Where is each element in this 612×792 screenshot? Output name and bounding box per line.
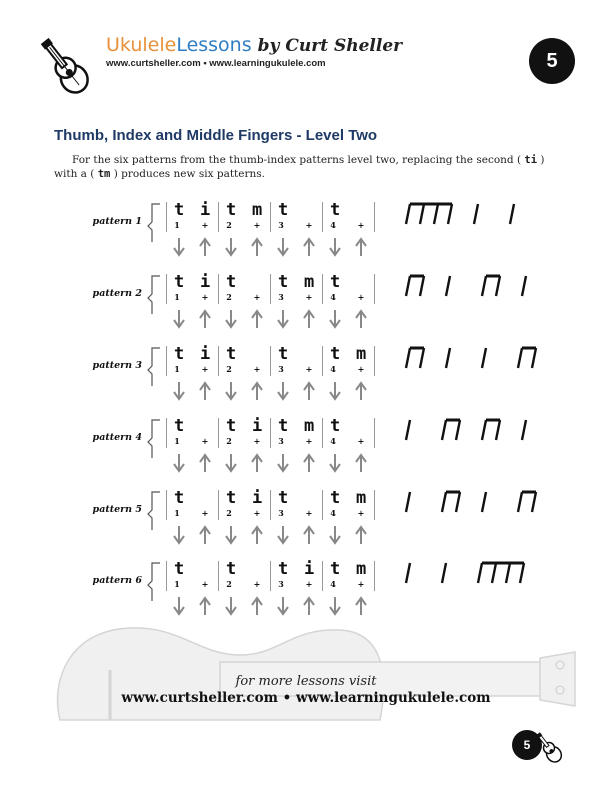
up-arrow-icon	[200, 311, 210, 328]
finger-letter: t	[226, 272, 237, 292]
rhythm-stem	[446, 276, 450, 296]
down-arrow-icon	[174, 382, 184, 399]
beat-divider	[270, 346, 271, 376]
beat-divider	[270, 274, 271, 304]
rhythm-stem	[478, 563, 482, 583]
up-arrow-icon	[356, 383, 366, 400]
beat-count: +	[201, 364, 209, 374]
beat-count: +	[357, 292, 365, 302]
down-arrow-icon	[226, 238, 236, 255]
finger-letter: i	[304, 559, 315, 579]
finger-letter: t	[226, 344, 237, 364]
rhythm-stem	[406, 276, 410, 296]
beat-divider	[322, 346, 323, 376]
beat-count: +	[253, 292, 261, 302]
down-arrow-icon	[174, 597, 184, 614]
rhythm-stem	[520, 563, 524, 583]
rhythm-notation	[400, 557, 560, 587]
beat-count: +	[357, 436, 365, 446]
beat-count: 1	[174, 436, 180, 446]
pattern-row	[0, 557, 612, 629]
pattern-brace	[146, 274, 164, 314]
down-arrow-icon	[278, 382, 288, 399]
beat-count: 3	[278, 579, 284, 589]
finger-letter: i	[252, 488, 263, 508]
beat-count: 1	[174, 364, 180, 374]
rhythm-stem	[482, 420, 486, 440]
rhythm-stem	[532, 492, 536, 512]
down-arrow-icon	[278, 454, 288, 471]
finger-letter: t	[226, 559, 237, 579]
pattern-brace	[146, 202, 164, 242]
beat-count: 4	[330, 508, 336, 518]
beat-count: +	[253, 364, 261, 374]
beat-count: 3	[278, 436, 284, 446]
rhythm-stem	[456, 420, 460, 440]
down-arrow-icon	[278, 310, 288, 327]
beat-count: +	[201, 436, 209, 446]
page-number-badge: 5	[529, 38, 575, 84]
pattern-label: pattern 1	[92, 216, 142, 227]
rhythm-stem	[456, 492, 460, 512]
up-arrow-icon	[356, 239, 366, 256]
beat-divider	[166, 202, 167, 232]
strum-arrows	[166, 522, 376, 548]
beat-divider	[322, 490, 323, 520]
strum-arrows	[166, 593, 376, 619]
rhythm-stem	[434, 204, 438, 224]
rhythm-stem	[518, 492, 522, 512]
finger-letter: t	[174, 416, 185, 436]
rhythm-stem	[510, 204, 514, 224]
beat-count: +	[201, 508, 209, 518]
rhythm-stem	[522, 420, 526, 440]
beat-count: +	[357, 364, 365, 374]
finger-letter: t	[174, 488, 185, 508]
pattern-label: pattern 6	[92, 575, 142, 586]
beat-count: 2	[226, 292, 232, 302]
up-arrow-icon	[304, 311, 314, 328]
strum-arrows	[166, 306, 376, 332]
finger-letter: t	[278, 200, 289, 220]
finger-letter: t	[174, 344, 185, 364]
finger-letter: m	[356, 488, 367, 508]
down-arrow-icon	[174, 238, 184, 255]
beat-count: 4	[330, 220, 336, 230]
rhythm-stem	[474, 204, 478, 224]
up-arrow-icon	[356, 455, 366, 472]
pattern-label: pattern 5	[92, 504, 142, 515]
rhythm-notation	[400, 414, 560, 444]
finger-letter: t	[174, 559, 185, 579]
rhythm-stem	[406, 492, 410, 512]
strum-arrows	[166, 234, 376, 260]
footer-page-number: 5	[512, 730, 542, 760]
rhythm-stem	[420, 204, 424, 224]
beat-count: +	[253, 579, 261, 589]
pattern-brace	[146, 490, 164, 530]
beat-count: 1	[174, 508, 180, 518]
up-arrow-icon	[252, 455, 262, 472]
beat-count: +	[357, 579, 365, 589]
beat-divider	[166, 561, 167, 591]
pattern-brace	[146, 346, 164, 386]
finger-letter: t	[330, 200, 341, 220]
finger-letter: t	[226, 200, 237, 220]
beat-count: 1	[174, 579, 180, 589]
ukulele-small-icon	[534, 730, 564, 766]
strum-arrows	[166, 450, 376, 476]
beat-count: +	[305, 220, 313, 230]
rhythm-stem	[482, 348, 486, 368]
beat-count: 4	[330, 364, 336, 374]
rhythm-notation	[400, 486, 560, 516]
finger-letter: t	[330, 488, 341, 508]
rhythm-notation	[400, 198, 560, 228]
down-arrow-icon	[278, 526, 288, 543]
pattern-row	[0, 486, 612, 558]
up-arrow-icon	[252, 527, 262, 544]
pattern-row	[0, 342, 612, 414]
beat-count: 3	[278, 220, 284, 230]
finger-letter: t	[278, 416, 289, 436]
down-arrow-icon	[226, 382, 236, 399]
beat-count: +	[253, 220, 261, 230]
down-arrow-icon	[226, 454, 236, 471]
down-arrow-icon	[278, 238, 288, 255]
rhythm-stem	[406, 348, 410, 368]
beat-count: 2	[226, 364, 232, 374]
finger-letter: t	[330, 416, 341, 436]
intro-code-tm: tm	[97, 168, 111, 180]
finger-letter: m	[304, 416, 315, 436]
rhythm-stem	[492, 563, 496, 583]
beat-count: +	[305, 292, 313, 302]
finger-letter: i	[252, 416, 263, 436]
rhythm-notation	[400, 270, 560, 300]
beat-divider	[166, 274, 167, 304]
beat-count: +	[305, 436, 313, 446]
up-arrow-icon	[200, 527, 210, 544]
down-arrow-icon	[174, 454, 184, 471]
pattern-row	[0, 270, 612, 342]
beat-divider	[270, 561, 271, 591]
up-arrow-icon	[252, 311, 262, 328]
intro-code-ti: ti	[524, 154, 538, 166]
strum-arrows	[166, 378, 376, 404]
beat-count: +	[305, 508, 313, 518]
beat-count: 3	[278, 508, 284, 518]
beat-count: +	[201, 220, 209, 230]
beat-count: +	[357, 220, 365, 230]
brand-lessons: Lessons	[176, 34, 252, 56]
pattern-row	[0, 414, 612, 486]
rhythm-stem	[506, 563, 510, 583]
down-arrow-icon	[278, 597, 288, 614]
beat-count: 1	[174, 292, 180, 302]
rhythm-stem	[496, 420, 500, 440]
up-arrow-icon	[200, 239, 210, 256]
down-arrow-icon	[174, 526, 184, 543]
beat-count: 2	[226, 579, 232, 589]
beat-count: +	[201, 292, 209, 302]
rhythm-stem	[442, 563, 446, 583]
rhythm-stem	[522, 276, 526, 296]
beat-count: 4	[330, 292, 336, 302]
finger-letter: t	[226, 488, 237, 508]
down-arrow-icon	[330, 238, 340, 255]
down-arrow-icon	[330, 526, 340, 543]
beat-divider	[166, 418, 167, 448]
down-arrow-icon	[330, 454, 340, 471]
finger-letter: m	[356, 559, 367, 579]
finger-letter: t	[330, 272, 341, 292]
finger-letter: t	[278, 272, 289, 292]
finger-letter: m	[252, 200, 263, 220]
up-arrow-icon	[252, 239, 262, 256]
up-arrow-icon	[304, 239, 314, 256]
pattern-label: pattern 4	[92, 432, 142, 443]
beat-divider	[374, 202, 375, 232]
down-arrow-icon	[330, 310, 340, 327]
beat-divider	[166, 490, 167, 520]
rhythm-stem	[406, 204, 410, 224]
up-arrow-icon	[200, 455, 210, 472]
up-arrow-icon	[304, 598, 314, 615]
rhythm-stem	[406, 420, 410, 440]
section-title: Thumb, Index and Middle Fingers - Level Two	[54, 127, 378, 144]
beat-count: +	[305, 364, 313, 374]
rhythm-stem	[518, 348, 522, 368]
rhythm-stem	[442, 492, 446, 512]
finger-letter: m	[356, 344, 367, 364]
up-arrow-icon	[200, 383, 210, 400]
rhythm-stem	[406, 563, 410, 583]
finger-letter: t	[330, 344, 341, 364]
rhythm-stem	[446, 348, 450, 368]
brand-title	[106, 34, 402, 56]
beat-count: +	[357, 508, 365, 518]
pattern-label: pattern 3	[92, 360, 142, 371]
finger-letter: t	[278, 344, 289, 364]
down-arrow-icon	[226, 526, 236, 543]
footer-urls[interactable]: www.curtsheller.com • www.learningukulele.com	[121, 690, 491, 706]
rhythm-stem	[482, 276, 486, 296]
intro-paragraph: For the six patterns from the thumb-index patterns level two, replacing the second ( ti ) with a ( tm ) produces new six patterns.	[54, 154, 545, 180]
rhythm-stem	[496, 276, 500, 296]
up-arrow-icon	[252, 383, 262, 400]
beat-count: +	[253, 508, 261, 518]
finger-letter: t	[330, 559, 341, 579]
rhythm-stem	[448, 204, 452, 224]
pattern-brace	[146, 418, 164, 458]
beat-count: 1	[174, 220, 180, 230]
beat-count: 2	[226, 436, 232, 446]
up-arrow-icon	[356, 527, 366, 544]
beat-count: 2	[226, 508, 232, 518]
beat-divider	[166, 346, 167, 376]
up-arrow-icon	[200, 598, 210, 615]
beat-divider	[374, 274, 375, 304]
pattern-brace	[146, 561, 164, 601]
down-arrow-icon	[226, 310, 236, 327]
finger-letter: i	[200, 272, 211, 292]
up-arrow-icon	[356, 311, 366, 328]
rhythm-notation	[400, 342, 560, 372]
beat-count: +	[253, 436, 261, 446]
brand-urls[interactable]: www.curtsheller.com • www.learningukulele.com	[106, 58, 326, 69]
footer-visit-text: for more lessons visit	[235, 674, 377, 689]
down-arrow-icon	[226, 597, 236, 614]
up-arrow-icon	[304, 383, 314, 400]
finger-letter: i	[200, 344, 211, 364]
beat-divider	[218, 561, 219, 591]
down-arrow-icon	[330, 382, 340, 399]
finger-letter: t	[174, 272, 185, 292]
finger-letter: t	[278, 559, 289, 579]
finger-letter: m	[304, 272, 315, 292]
rhythm-stem	[420, 348, 424, 368]
rhythm-stem	[442, 420, 446, 440]
rhythm-stem	[420, 276, 424, 296]
pattern-row	[0, 198, 612, 270]
down-arrow-icon	[174, 310, 184, 327]
pattern-label: pattern 2	[92, 288, 142, 299]
beat-count: +	[305, 579, 313, 589]
beat-divider	[322, 202, 323, 232]
ukulele-logo-icon	[34, 34, 96, 100]
up-arrow-icon	[356, 598, 366, 615]
beat-divider	[218, 418, 219, 448]
down-arrow-icon	[330, 597, 340, 614]
beat-count: 2	[226, 220, 232, 230]
finger-letter: t	[278, 488, 289, 508]
finger-letter: i	[200, 200, 211, 220]
beat-count: 3	[278, 364, 284, 374]
up-arrow-icon	[304, 455, 314, 472]
finger-letter: t	[174, 200, 185, 220]
brand-ukulele: Ukulele	[106, 34, 177, 56]
brand-author: by Curt Sheller	[257, 36, 403, 56]
up-arrow-icon	[252, 598, 262, 615]
rhythm-stem	[532, 348, 536, 368]
beat-divider	[218, 490, 219, 520]
beat-count: 4	[330, 579, 336, 589]
finger-letter: t	[226, 416, 237, 436]
beat-count: +	[201, 579, 209, 589]
rhythm-stem	[482, 492, 486, 512]
beat-count: 4	[330, 436, 336, 446]
beat-count: 3	[278, 292, 284, 302]
beat-divider	[374, 418, 375, 448]
up-arrow-icon	[304, 527, 314, 544]
